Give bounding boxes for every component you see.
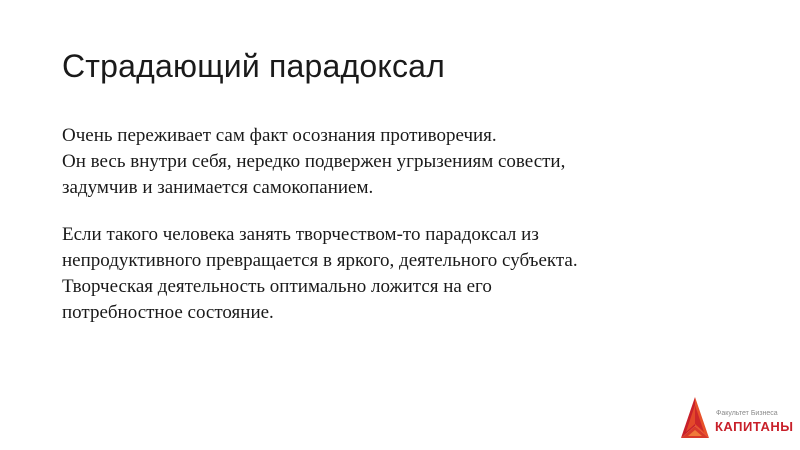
logo-brand-name: КАПИТАНЫ bbox=[715, 419, 794, 434]
text-line: задумчив и занимается самокопанием. bbox=[62, 177, 374, 198]
kapitany-logo bbox=[678, 396, 794, 440]
text-line: Он весь внутри себя, нередко подвержен угрызениям совести, bbox=[62, 151, 566, 172]
paragraph-2 bbox=[62, 222, 762, 326]
logo-subtitle: Факультет Бизнеса bbox=[716, 410, 778, 417]
text-line: непродуктивного превращается в яркого, деятельного субъекта. bbox=[62, 250, 578, 271]
text-line: потребностное состояние. bbox=[62, 302, 274, 323]
text-line: Творческая деятельность оптимально ложится на его bbox=[62, 276, 492, 297]
text-line: Если такого человека занять творчеством-то парадоксал из bbox=[62, 224, 539, 245]
paragraph-1 bbox=[62, 123, 762, 201]
pyramid-logo-icon bbox=[678, 396, 712, 440]
text-line: Очень переживает сам факт осознания противоречия. bbox=[62, 125, 497, 146]
slide-title: Страдающий парадоксал bbox=[62, 48, 446, 84]
slide-body bbox=[62, 123, 762, 347]
